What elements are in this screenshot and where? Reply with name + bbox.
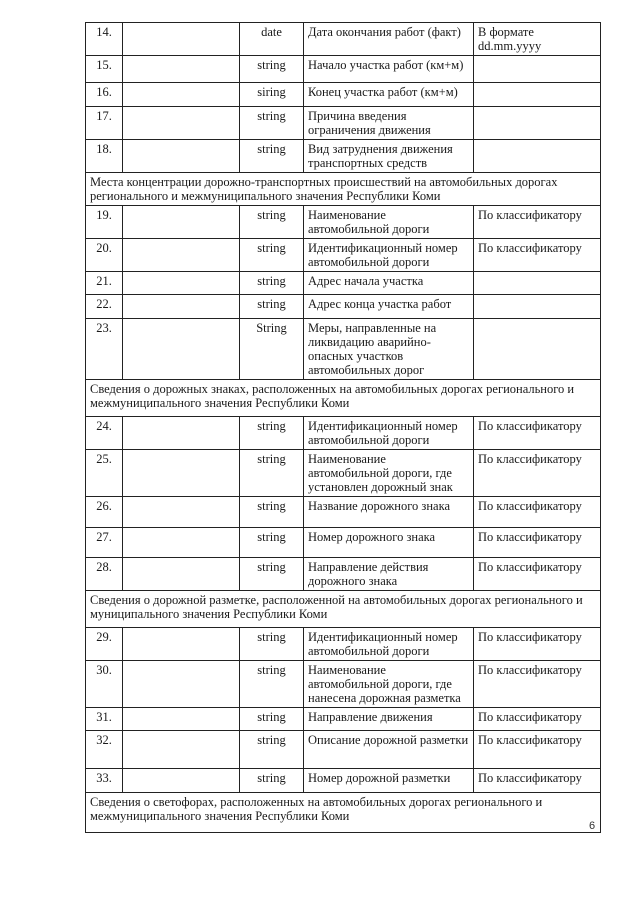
field-description: Направление движения xyxy=(304,708,474,731)
field-description: Причина введения ограничения движения xyxy=(304,107,474,140)
row-number: 28. xyxy=(86,558,123,591)
field-description: Дата окончания работ (факт) xyxy=(304,23,474,56)
table-row xyxy=(86,56,601,83)
table-row xyxy=(86,450,601,497)
field-format: По классификатору xyxy=(474,731,601,769)
section-header-row xyxy=(86,173,601,206)
field-format: По классификатору xyxy=(474,708,601,731)
field-description: Адрес начала участка xyxy=(304,272,474,295)
field-format: По классификатору xyxy=(474,417,601,450)
field-format xyxy=(474,83,601,107)
field-name-cell xyxy=(123,417,240,450)
row-number: 32. xyxy=(86,731,123,769)
row-number: 21. xyxy=(86,272,123,295)
data-type: string xyxy=(240,558,304,591)
field-format: По классификатору xyxy=(474,206,601,239)
row-number: 24. xyxy=(86,417,123,450)
table-row xyxy=(86,295,601,319)
field-format: По классификатору xyxy=(474,497,601,528)
section-header-row xyxy=(86,793,601,833)
data-type: string xyxy=(240,56,304,83)
field-name-cell xyxy=(123,497,240,528)
data-type: string xyxy=(240,661,304,708)
table-row xyxy=(86,558,601,591)
section-header-row xyxy=(86,380,601,417)
field-format xyxy=(474,319,601,380)
field-name-cell xyxy=(123,206,240,239)
field-format: По классификатору xyxy=(474,558,601,591)
section-heading-road-markings: Сведения о дорожной разметке, расположенной на автомобильных дорогах регионального и муниципального значения Республики Коми xyxy=(86,591,601,628)
field-format: По классификатору xyxy=(474,450,601,497)
page-number: 6 xyxy=(589,820,596,832)
field-name-cell xyxy=(123,56,240,83)
table-row xyxy=(86,497,601,528)
field-description: Идентификационный номер автомобильной дороги xyxy=(304,417,474,450)
fields-table xyxy=(85,22,601,833)
row-number: 30. xyxy=(86,661,123,708)
table-row xyxy=(86,206,601,239)
field-name-cell xyxy=(123,708,240,731)
field-description: Начало участка работ (км+м) xyxy=(304,56,474,83)
table-row xyxy=(86,83,601,107)
data-type: string xyxy=(240,417,304,450)
data-type: string xyxy=(240,239,304,272)
section-heading-accidents: Места концентрации дорожно-транспортных происшествий на автомобильных дорогах регионального и межмуниципального значения Республики Коми xyxy=(86,173,601,206)
table-row xyxy=(86,628,601,661)
data-type: string xyxy=(240,497,304,528)
field-description: Наименование автомобильной дороги, где нанесена дорожная разметка xyxy=(304,661,474,708)
data-type: string xyxy=(240,295,304,319)
field-name-cell xyxy=(123,628,240,661)
field-format xyxy=(474,295,601,319)
field-format: По классификатору xyxy=(474,628,601,661)
data-type: string xyxy=(240,272,304,295)
data-type: string xyxy=(240,528,304,558)
data-type: String xyxy=(240,319,304,380)
row-number: 25. xyxy=(86,450,123,497)
field-name-cell xyxy=(123,107,240,140)
table-row xyxy=(86,417,601,450)
data-type: string xyxy=(240,731,304,769)
table-row xyxy=(86,731,601,769)
section-heading-traffic-lights: Сведения о светофорах, расположенных на автомобильных дорогах регионального и межмуниципального значения Республики Коми xyxy=(86,793,601,833)
field-name-cell xyxy=(123,319,240,380)
row-number: 26. xyxy=(86,497,123,528)
field-description: Описание дорожной разметки xyxy=(304,731,474,769)
data-type: string xyxy=(240,628,304,661)
table-row xyxy=(86,23,601,56)
field-description: Идентификационный номер автомобильной дороги xyxy=(304,628,474,661)
field-name-cell xyxy=(123,731,240,769)
field-format: По классификатору xyxy=(474,661,601,708)
field-name-cell xyxy=(123,83,240,107)
field-description: Номер дорожной разметки xyxy=(304,769,474,793)
data-type: date xyxy=(240,23,304,56)
field-format xyxy=(474,272,601,295)
table-row xyxy=(86,769,601,793)
data-type: string xyxy=(240,450,304,497)
field-format xyxy=(474,140,601,173)
field-description: Наименование автомобильной дороги xyxy=(304,206,474,239)
row-number: 31. xyxy=(86,708,123,731)
data-type: string xyxy=(240,140,304,173)
row-number: 29. xyxy=(86,628,123,661)
field-name-cell xyxy=(123,558,240,591)
field-name-cell xyxy=(123,23,240,56)
field-description: Номер дорожного знака xyxy=(304,528,474,558)
data-type: string xyxy=(240,107,304,140)
row-number: 16. xyxy=(86,83,123,107)
table-row xyxy=(86,107,601,140)
field-format: По классификатору xyxy=(474,528,601,558)
data-type: string xyxy=(240,769,304,793)
field-name-cell xyxy=(123,528,240,558)
table-row xyxy=(86,272,601,295)
data-type: string xyxy=(240,708,304,731)
field-name-cell xyxy=(123,272,240,295)
row-number: 33. xyxy=(86,769,123,793)
field-name-cell xyxy=(123,769,240,793)
row-number: 17. xyxy=(86,107,123,140)
field-description: Конец участка работ (км+м) xyxy=(304,83,474,107)
row-number: 14. xyxy=(86,23,123,56)
field-name-cell xyxy=(123,661,240,708)
row-number: 18. xyxy=(86,140,123,173)
row-number: 22. xyxy=(86,295,123,319)
section-header-row xyxy=(86,591,601,628)
field-description: Меры, направленные на ликвидацию аварийно-опасных участков автомобильных дорог xyxy=(304,319,474,380)
field-format: По классификатору xyxy=(474,769,601,793)
table-row xyxy=(86,239,601,272)
row-number: 20. xyxy=(86,239,123,272)
table-row xyxy=(86,319,601,380)
row-number: 15. xyxy=(86,56,123,83)
field-format xyxy=(474,107,601,140)
field-format: По классификатору xyxy=(474,239,601,272)
field-description: Вид затруднения движения транспортных средств xyxy=(304,140,474,173)
field-format xyxy=(474,56,601,83)
field-description: Направление действия дорожного знака xyxy=(304,558,474,591)
data-type: siring xyxy=(240,83,304,107)
field-description: Наименование автомобильной дороги, где установлен дорожный знак xyxy=(304,450,474,497)
table-row xyxy=(86,661,601,708)
table-row xyxy=(86,140,601,173)
field-name-cell xyxy=(123,239,240,272)
row-number: 19. xyxy=(86,206,123,239)
field-description: Адрес конца участка работ xyxy=(304,295,474,319)
field-description: Название дорожного знака xyxy=(304,497,474,528)
field-name-cell xyxy=(123,450,240,497)
table-row xyxy=(86,708,601,731)
field-description: Идентификационный номер автомобильной дороги xyxy=(304,239,474,272)
data-type: string xyxy=(240,206,304,239)
field-name-cell xyxy=(123,295,240,319)
field-name-cell xyxy=(123,140,240,173)
field-format: В формате dd.mm.yyyy xyxy=(474,23,601,56)
table-row xyxy=(86,528,601,558)
row-number: 23. xyxy=(86,319,123,380)
row-number: 27. xyxy=(86,528,123,558)
section-heading-road-signs: Сведения о дорожных знаках, расположенных на автомобильных дорогах регионального и межмуниципального значения Республики Коми xyxy=(86,380,601,417)
